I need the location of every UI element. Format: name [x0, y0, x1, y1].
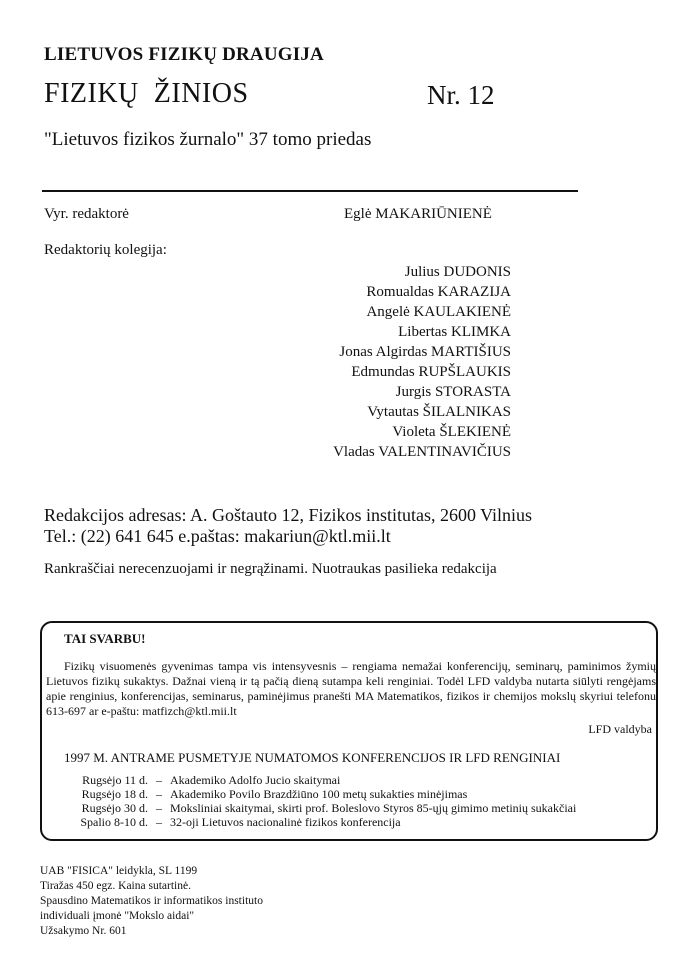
editorial-phone-email: Tel.: (22) 641 645 e.paštas: makariun@ktl.mii.lt	[44, 526, 391, 546]
board-member: Jurgis STORASTA	[395, 384, 511, 400]
event-dash: –	[156, 773, 162, 787]
board-member: Vladas VALENTINAVIČIUS	[333, 444, 511, 460]
board-member: Edmundas RUPŠLAUKIS	[351, 364, 511, 380]
editorial-board-list	[333, 262, 511, 462]
event-text: Akademiko Povilo Brazdžiūno 100 metų sukakties minėjimas	[170, 787, 468, 801]
journal-title: FIZIKŲ ŽINIOS	[44, 78, 249, 109]
editorial-address: Redakcijos adresas: A. Goštauto 12, Fizikos institutas, 2600 Vilnius	[44, 505, 533, 525]
event-dash: –	[156, 801, 162, 815]
event-text: Akademiko Adolfo Jucio skaitymai	[170, 773, 341, 787]
notice-body-text: Fizikų visuomenės gyvenimas tampa vis intensyvesnis – rengiama nemažai konferencijų, seminarų, paminimos žymių Lietuvos fizikų sukaktys. Dažnai vieną ir tą pačią dieną sutampa keli renginiai. Todėl LFD valdyba nutarta siūlyti rengėjams apie renginius, konferencijas, seminarus, paminėjimus pranešti MA Matematikos, fizikos ir chemijos mokslų skyriui telefonu 613-697 ar e-paštu: matfizch@ktl.mii.lt	[46, 659, 656, 718]
event-text: 32-oji Lietuvos nacionalinė fizikos konferencija	[170, 815, 401, 829]
notice-body	[46, 659, 656, 719]
board-member: Jonas Algirdas MARTIŠIUS	[339, 344, 511, 360]
journal-subtitle: "Lietuvos fizikos žurnalo" 37 tomo priedas	[44, 129, 372, 150]
event-dash: –	[156, 815, 162, 829]
event-date: Rugsėjo 30 d.	[81, 801, 148, 815]
colophon-line: UAB "FISICA" leidykla, SL 1199	[40, 865, 198, 877]
events-list	[54, 773, 576, 829]
event-item	[54, 773, 576, 787]
event-dash: –	[156, 787, 162, 801]
event-item	[54, 787, 576, 801]
chief-editor-label: Vyr. redaktorė	[44, 206, 129, 222]
event-text: Moksliniai skaitymai, skirti prof. Boleslovo Styros 85-ųjų gimimo metinių sukakčiai	[170, 801, 577, 815]
colophon-line: Tiražas 450 egz. Kaina sutartinė.	[40, 880, 191, 892]
event-date: Rugsėjo 18 d.	[81, 787, 148, 801]
board-member: Libertas KLIMKA	[398, 324, 511, 340]
board-member: Julius DUDONIS	[404, 264, 511, 280]
board-member: Romualdas KARAZIJA	[366, 284, 511, 300]
colophon	[40, 864, 263, 939]
header-divider	[42, 190, 578, 192]
notice-title: TAI SVARBU!	[64, 631, 146, 646]
editorial-board-label: Redaktorių kolegija:	[44, 242, 167, 258]
board-member: Violeta ŠLEKIENĖ	[392, 424, 511, 440]
colophon-line: Spausdino Matematikos ir informatikos instituto	[40, 895, 263, 907]
board-member: Angelė KAULAKIENĖ	[366, 304, 511, 320]
notice-signature: LFD valdyba	[588, 722, 652, 736]
colophon-line: Užsakymo Nr. 601	[40, 925, 127, 937]
chief-editor-name: Eglė MAKARIŪNIENĖ	[344, 206, 492, 222]
important-notice-box	[40, 621, 658, 841]
event-date: Spalio 8-10 d.	[80, 815, 148, 829]
events-heading: 1997 M. ANTRAME PUSMETYJE NUMATOMOS KONFERENCIJOS IR LFD RENGINIAI	[64, 750, 561, 765]
event-item	[54, 815, 576, 829]
event-date: Rugsėjo 11 d.	[82, 773, 148, 787]
manuscript-notice: Rankraščiai nerecenzuojami ir negrąžinami. Nuotraukas pasilieka redakcija	[44, 561, 497, 577]
board-member: Vytautas ŠILALNIKAS	[367, 404, 511, 420]
colophon-line: individuali įmonė "Mokslo aidai"	[40, 910, 195, 922]
issue-number: Nr. 12	[427, 80, 495, 110]
event-item	[54, 801, 576, 815]
society-name: LIETUVOS FIZIKŲ DRAUGIJA	[44, 44, 324, 65]
